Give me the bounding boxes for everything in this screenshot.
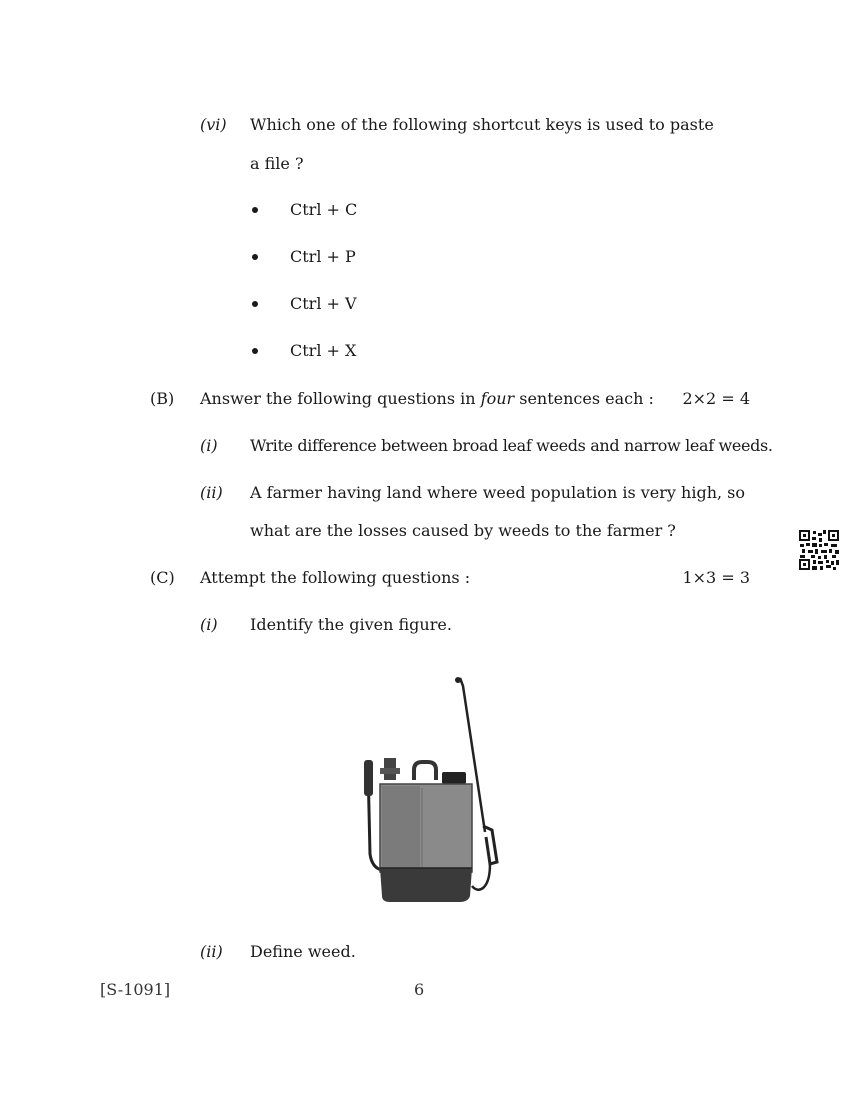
option-4: Ctrl + X [290, 341, 357, 360]
section-b-instruction-emphasis: four [480, 389, 515, 408]
section-b-q2-text-line2: what are the losses caused by weeds to the farmer ? [250, 521, 676, 540]
qr-code-icon [799, 530, 839, 570]
section-c-label: (C) [150, 568, 175, 587]
section-b-instruction-post: sentences each : [514, 389, 654, 408]
knapsack-sprayer-figure [350, 672, 510, 908]
bullet-icon [252, 301, 258, 307]
section-b-q1-number: (i) [200, 436, 218, 455]
option-3: Ctrl + V [290, 294, 357, 313]
section-b-marks: 2×2 = 4 [682, 389, 750, 408]
section-b-label: (B) [150, 389, 175, 408]
bullet-icon [252, 254, 258, 260]
bullet-icon [252, 207, 258, 213]
section-b-q2-number: (ii) [200, 483, 223, 502]
section-c-instruction: Attempt the following questions : [200, 568, 471, 587]
question-number-vi: (vi) [200, 115, 227, 134]
section-c-q2-text: Define weed. [250, 942, 356, 961]
option-1: Ctrl + C [290, 200, 358, 219]
page-number: 6 [414, 980, 425, 999]
question-vi-text-line1: Which one of the following shortcut keys is used to paste [250, 115, 714, 134]
section-c-q2-number: (ii) [200, 942, 223, 961]
section-c-q1-number: (i) [200, 615, 218, 634]
section-b-instruction-pre: Answer the following questions in [200, 389, 481, 408]
bullet-icon [252, 348, 258, 354]
section-b-q2-text-line1: A farmer having land where weed population is very high, so [250, 483, 746, 502]
question-vi-text-line2: a file ? [250, 154, 304, 173]
paper-code: [S-1091] [100, 980, 171, 999]
option-2: Ctrl + P [290, 247, 356, 266]
section-c-marks: 1×3 = 3 [682, 568, 750, 587]
section-b-instruction [200, 389, 654, 408]
section-c-q1-text: Identify the given figure. [250, 615, 452, 634]
section-b-q1-text: Write difference between broad leaf weeds and narrow leaf weeds. [250, 436, 773, 455]
